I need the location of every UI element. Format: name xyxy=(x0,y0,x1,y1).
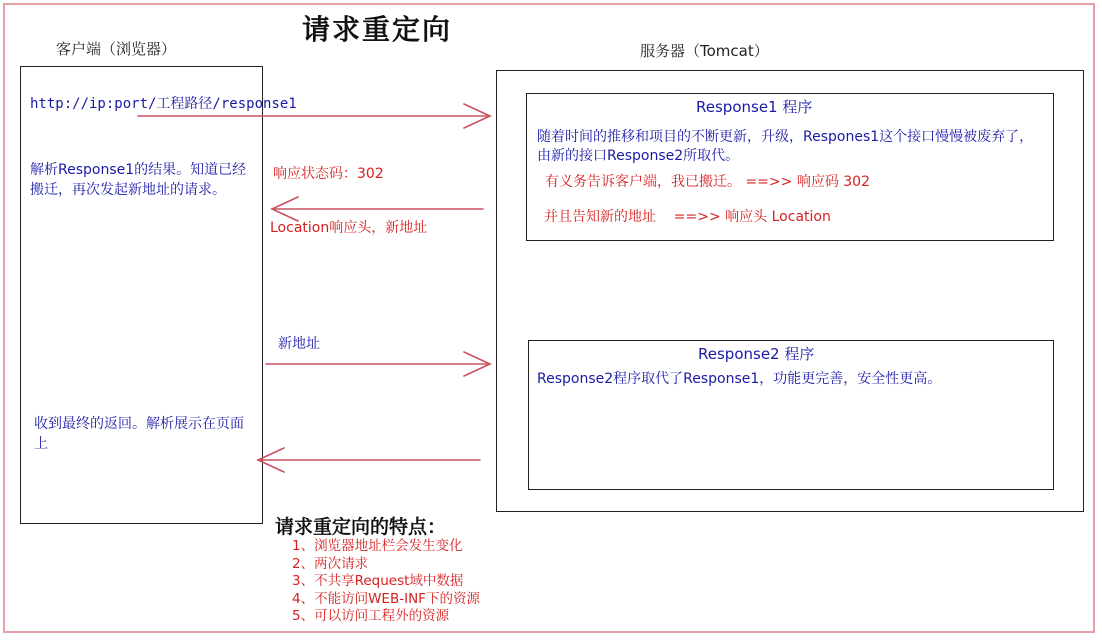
client-final-text: 收到最终的返回。解析展示在页面上 xyxy=(34,416,244,452)
feature-item: 3、不共享Request域中数据 xyxy=(292,573,464,589)
feature-item: 4、不能访问WEB-INF下的资源 xyxy=(292,590,480,607)
client-label: 客户端（浏览器） xyxy=(56,40,177,58)
client-url: http://ip:port/工程路径/response1 xyxy=(30,96,297,112)
diagram-title: 请求重定向 xyxy=(302,13,453,46)
feature-item: 2、两次请求 xyxy=(292,555,369,572)
status-code-label: 响应状态码：302 xyxy=(273,166,384,182)
response2-title: Response2 程序 xyxy=(698,345,815,363)
client-parse-text: 解析Response1的结果。知道已经搬迁，再次发起新地址的请求。 xyxy=(30,162,247,198)
feature-item: 1、浏览器地址栏会发生变化 xyxy=(292,538,463,554)
response2-desc: Response2程序取代了Response1，功能更完善，安全性更高。 xyxy=(537,371,942,387)
response1-title: Response1 程序 xyxy=(696,98,813,116)
location-header-label: Location响应头，新地址 xyxy=(270,220,428,236)
features-list xyxy=(292,538,480,626)
new-address-label: 新地址 xyxy=(278,336,320,352)
server-label: 服务器（Tomcat） xyxy=(640,42,769,60)
features-title: 请求重定向的特点： xyxy=(275,516,447,538)
feature-item: 5、可以访问工程外的资源 xyxy=(292,608,450,624)
response1-note-302: 有义务告诉客户端，我已搬迁。 ==>> 响应码 302 xyxy=(545,174,870,190)
response1-desc: 随着时间的推移和项目的不断更新，升级，Respones1这个接口慢慢被废弃了，由新的接口Response2所取代。 xyxy=(537,129,1034,164)
response1-note-location: 并且告知新的地址 ==>> 响应头 Location xyxy=(544,209,831,225)
